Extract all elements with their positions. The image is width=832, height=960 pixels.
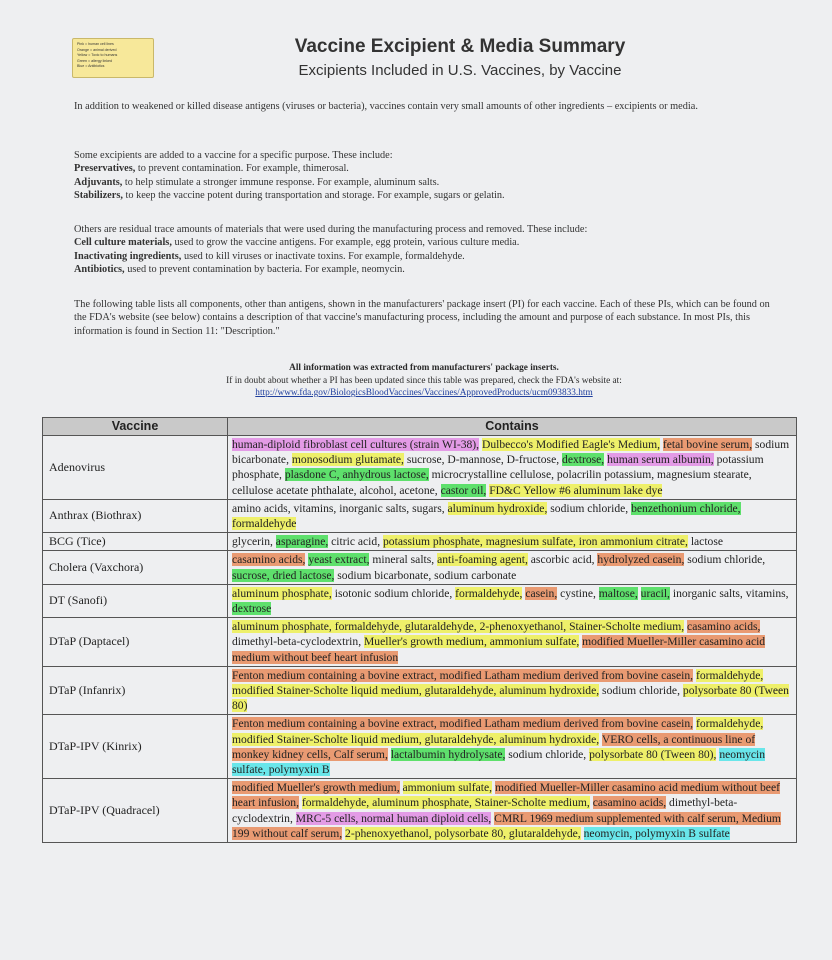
excipient-table (42, 417, 797, 843)
highlighted-ingredient: polysorbate 80 (Tween 80), (589, 747, 717, 761)
cell-culture-line (74, 236, 774, 249)
contains-cell (228, 584, 797, 617)
table-row (43, 436, 797, 500)
source-note-text: If in doubt about whether a PI has been updated since this table was prepared, check the FDA's website at: (226, 375, 622, 386)
highlighted-ingredient: modified Mueller-Miller casamino acid medium without beef heart infusion (232, 635, 766, 664)
intro-paragraph (74, 100, 774, 113)
table-row (43, 666, 797, 715)
table-description-text: The following table lists all components, other than antigens, shown in the manufacturers' package insert (PI) for each vaccine. Each of these PIs, which can be found on the FDA's website (see below) contains a description of that vaccine's manufacturing process, including the amount and purpose of each substance. In most PIs, this information is found in Section 11: "Description." (74, 299, 770, 337)
ingredient-text: amino acids, vitamins, inorganic salts, sugars, (232, 501, 448, 515)
legend-line: Blue = Antibiotics (77, 64, 105, 69)
preservatives-text: to prevent contamination. For example, thimerosal. (135, 163, 349, 175)
highlighted-ingredient: formaldehyde, modified Stainer-Scholte liquid medium, glutaraldehyde, aluminum hydroxide, (232, 668, 764, 698)
highlighted-ingredient: formaldehyde, aluminum phosphate, Stainer-Scholte medium, (301, 796, 590, 810)
antibiotics-text: used to prevent contamination by bacteria. For example, neomycin. (124, 264, 405, 276)
contains-cell (228, 715, 797, 779)
highlighted-ingredient: ammonium sulfate, (402, 781, 493, 795)
highlighted-ingredient: 2-phenoxyethanol, polysorbate 80, glutaraldehyde, (345, 826, 581, 840)
inactivating-line (74, 250, 774, 263)
vaccine-name-cell: Anthrax (Biothrax) (43, 499, 228, 532)
highlighted-ingredient: VERO cells, a continuous line of monkey kidney cells, Calf serum, (232, 732, 756, 761)
highlighted-ingredient: fetal bovine serum, (662, 438, 753, 451)
page-subtitle: Excipients Included in U.S. Vaccines, by Vaccine (298, 62, 622, 79)
contains-column-header: Contains (228, 418, 797, 436)
highlighted-ingredient: human serum albumin, (607, 453, 714, 467)
preservatives-term: Preservatives, (74, 163, 136, 175)
antibiotics-term: Antibiotics, (74, 264, 125, 276)
stabilizers-text: to keep the vaccine potent during transportation and storage. For example, sugars or gelatin. (122, 190, 505, 202)
highlighted-ingredient: sucrose, dried lactose, (232, 568, 335, 582)
vaccine-name-cell: Adenovirus (43, 436, 228, 500)
highlighted-ingredient: neomycin, polymyxin B sulfate (583, 826, 730, 840)
highlighted-ingredient: polysorbate 80 (Tween 80) (232, 684, 789, 713)
source-note (74, 362, 774, 400)
ingredient-text: dimethyl-beta-cyclodextrin, (232, 796, 738, 825)
ingredient-text: lactose (687, 535, 724, 549)
source-note-bold: All information was extracted from manufacturers' package inserts. (289, 363, 559, 373)
table-row (43, 551, 797, 584)
highlighted-ingredient: FD&C Yellow #6 aluminum lake dye (489, 483, 663, 497)
highlighted-ingredient: monosodium glutamate, (291, 453, 404, 467)
adjuvants-term: Adjuvants, (74, 176, 123, 188)
ingredient-text: isotonic sodium chloride, (331, 586, 456, 600)
table-row (43, 618, 797, 667)
vaccine-name-cell: DTaP (Infanrix) (43, 666, 228, 715)
adjuvants-line (74, 176, 774, 189)
highlighted-ingredient: formaldehyde, modified Stainer-Scholte liquid medium, glutaraldehyde, aluminum hydroxide, (232, 717, 764, 746)
contains-cell (228, 436, 797, 500)
highlighted-ingredient: yeast extract, (308, 553, 370, 567)
highlighted-ingredient: casamino acids, (592, 796, 667, 810)
highlighted-ingredient: neomycin sulfate, polymyxin B (232, 747, 766, 777)
highlighted-ingredient: Mueller's growth medium, ammonium sulfate, (364, 635, 580, 649)
contains-cell (228, 533, 797, 551)
highlighted-ingredient: CMRL 1969 medium supplemented with calf serum, Medium 199 without calf serum, (232, 811, 781, 840)
highlighted-ingredient: aluminum hydroxide, (447, 501, 548, 515)
highlighted-ingredient: casamino acids, (232, 553, 306, 567)
table-row (43, 584, 797, 617)
inactivating-term: Inactivating ingredients, (74, 250, 182, 262)
legend-line: Orange = animal derived (77, 47, 117, 52)
highlighted-ingredient: potassium phosphate, magnesium sulfate, iron ammonium citrate, (383, 535, 688, 549)
stabilizers-term: Stabilizers, (74, 190, 123, 202)
residual-materials-section (74, 223, 774, 277)
highlighted-ingredient: modified Mueller-Miller casamino acid medium without beef heart infusion, (232, 781, 780, 810)
contains-cell (228, 779, 797, 843)
highlighted-ingredient: lactalbumin hydrolysate, (390, 747, 506, 761)
inactivating-text: used to kill viruses or inactivate toxins. For example, formaldehyde. (181, 250, 465, 262)
ingredient-text: sodium chloride, (547, 501, 632, 515)
fda-link[interactable]: http://www.fda.gov/BiologicsBloodVaccines/Vaccines/ApprovedProducts/ucm093833.htm (255, 388, 593, 398)
highlighted-ingredient: anti-foaming agent, (437, 553, 528, 567)
highlighted-ingredient: uracil, (640, 586, 670, 600)
highlighted-ingredient: human-diploid fibroblast cell cultures (strain WI-38), (232, 438, 480, 451)
preservatives-line (74, 162, 774, 175)
purpose-intro: Some excipients are added to a vaccine for a specific purpose. These include: (74, 150, 393, 161)
vaccine-name-cell: DTaP-IPV (Quadracel) (43, 779, 228, 843)
highlighted-ingredient: Fenton medium containing a bovine extract, modified Latham medium derived from bovine casein, (232, 717, 694, 731)
contains-cell (228, 499, 797, 532)
vaccine-column-header: Vaccine (43, 418, 228, 436)
ingredient-text: microcrystalline cellulose, polacrilin potassium, magnesium stearate, cellulose acetate phthalate, alcohol, acetone, (232, 468, 752, 497)
vaccine-name-cell: Cholera (Vaxchora) (43, 551, 228, 584)
residual-intro: Others are residual trace amounts of materials that were used during the manufacturing process and removed. These include: (74, 224, 588, 235)
highlighted-ingredient: dextrose (232, 602, 272, 616)
highlighted-ingredient: dextrose, (562, 453, 605, 467)
legend-line: Pink = human cell lines (77, 42, 114, 46)
highlighted-ingredient: hydrolyzed casein, (597, 553, 685, 567)
highlighted-ingredient: casamino acids, (687, 620, 761, 634)
cell-culture-text: used to grow the vaccine antigens. For example, egg protein, various culture media. (171, 237, 520, 249)
highlighted-ingredient: formaldehyde (232, 517, 297, 531)
ingredient-text: sodium chloride, (599, 684, 683, 698)
highlighted-ingredient: castor oil, (440, 483, 487, 497)
highlighted-ingredient: modified Mueller's growth medium, (232, 781, 400, 795)
highlighted-ingredient: casein, (525, 586, 558, 600)
highlighted-ingredient: aluminum phosphate, (232, 586, 332, 600)
table-row (43, 779, 797, 843)
stabilizers-line (74, 189, 774, 202)
intro-text: In addition to weakened or killed disease antigens (viruses or bacteria), vaccines contain very small amounts of other ingredients – excipients or media. (74, 101, 698, 112)
ingredient-text: sodium chloride, (505, 747, 590, 761)
antibiotics-line (74, 263, 774, 276)
cell-culture-term: Cell culture materials, (74, 237, 172, 249)
adjuvants-text: to help stimulate a stronger immune response. For example, aluminum salts. (122, 176, 440, 188)
contains-cell (228, 551, 797, 584)
vaccine-name-cell: DTaP-IPV (Kinrix) (43, 715, 228, 779)
ingredient-text: sodium bicarbonate, sodium carbonate (334, 568, 517, 582)
contains-cell (228, 666, 797, 715)
ingredient-text: ascorbic acid, (527, 553, 598, 567)
table-row (43, 715, 797, 779)
ingredient-text: cystine, (557, 586, 599, 600)
ingredient-text: inorganic salts, vitamins, (669, 586, 789, 600)
table-description-paragraph (74, 298, 774, 338)
color-legend-note (72, 38, 154, 78)
contains-cell (228, 618, 797, 667)
ingredient-text: potassium phosphate, (232, 453, 764, 482)
highlighted-ingredient: aluminum phosphate, formaldehyde, glutaraldehyde, 2-phenoxyethanol, Stainer-Scholte medium, (232, 620, 685, 634)
ingredient-text: sodium bicarbonate, (232, 438, 790, 467)
ingredient-text: citric acid, (328, 535, 383, 549)
legend-line: Yellow = Toxic to humans (77, 53, 118, 58)
page-title: Vaccine Excipient & Media Summary (294, 36, 626, 57)
vaccine-name-cell: DT (Sanofi) (43, 584, 228, 617)
highlighted-ingredient: formaldehyde, (455, 586, 523, 600)
highlighted-ingredient: plasdone C, anhydrous lactose, (284, 468, 429, 482)
legend-line: Green = allergy linked (77, 58, 113, 63)
table-row (43, 499, 797, 532)
table-header-row (43, 418, 797, 436)
ingredient-text: sodium chloride, (684, 553, 766, 567)
vaccine-name-cell: BCG (Tice) (43, 533, 228, 551)
highlighted-ingredient: MRC-5 cells, normal human diploid cells, (295, 811, 492, 825)
ingredient-text: glycerin, (232, 535, 276, 549)
ingredient-text: dimethyl-beta-cyclodextrin, (232, 635, 364, 649)
ingredient-text: sucrose, D-mannose, D-fructose, (403, 453, 563, 467)
highlighted-ingredient: Dulbecco's Modified Eagle's Medium, (481, 438, 661, 451)
highlighted-ingredient: benzethonium chloride, (631, 501, 741, 515)
vaccine-name-cell: DTaP (Daptacel) (43, 618, 228, 667)
excipients-purpose-section (74, 149, 774, 203)
highlighted-ingredient: maltose, (598, 586, 638, 600)
ingredient-text: mineral salts, (369, 553, 438, 567)
table-row (43, 533, 797, 551)
highlighted-ingredient: Fenton medium containing a bovine extract, modified Latham medium derived from bovine casein, (232, 668, 694, 682)
highlighted-ingredient: asparagine, (275, 535, 329, 549)
